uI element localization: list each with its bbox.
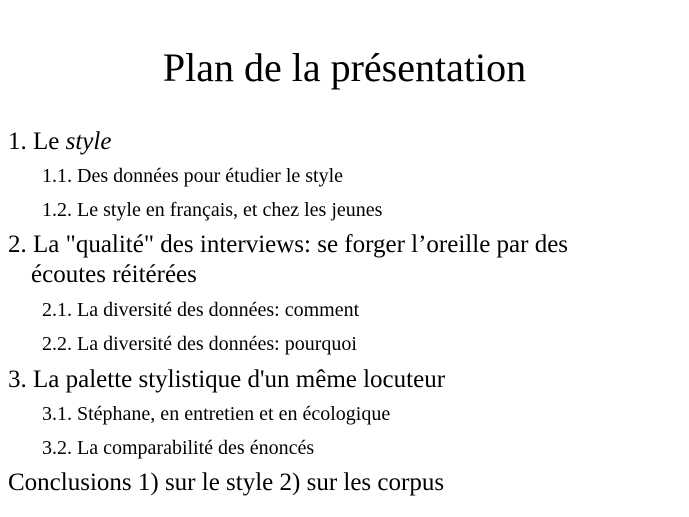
- outline-item-3-2: 3.2. La comparabilité des énoncés: [42, 437, 315, 459]
- outline-item-conclusions: Conclusions 1) sur le style 2) sur les corpus: [8, 469, 445, 496]
- outline-item-1-emphasis: style: [65, 128, 112, 155]
- outline-item-2-line2: écoutes réitérées: [31, 261, 197, 288]
- outline-item-2-line1: 2. La "qualité" des interviews: se forger l’oreille par des: [8, 231, 569, 258]
- outline-item-2-1: 2.1. La diversité des données: comment: [42, 299, 360, 321]
- outline-item-3: 3. La palette stylistique d'un même locuteur: [8, 366, 446, 393]
- slide-title: Plan de la présentation: [162, 45, 527, 90]
- outline-item-1-1: 1.1. Des données pour étudier le style: [42, 165, 344, 187]
- outline-item-3-1: 3.1. Stéphane, en entretien et en écologique: [42, 403, 391, 425]
- outline-item-1: [8, 127, 111, 157]
- outline-item-1-2: 1.2. Le style en français, et chez les jeunes: [42, 199, 383, 221]
- outline-item-1-prefix: 1. Le: [8, 128, 66, 155]
- outline-item-2-2: 2.2. La diversité des données: pourquoi: [42, 333, 357, 355]
